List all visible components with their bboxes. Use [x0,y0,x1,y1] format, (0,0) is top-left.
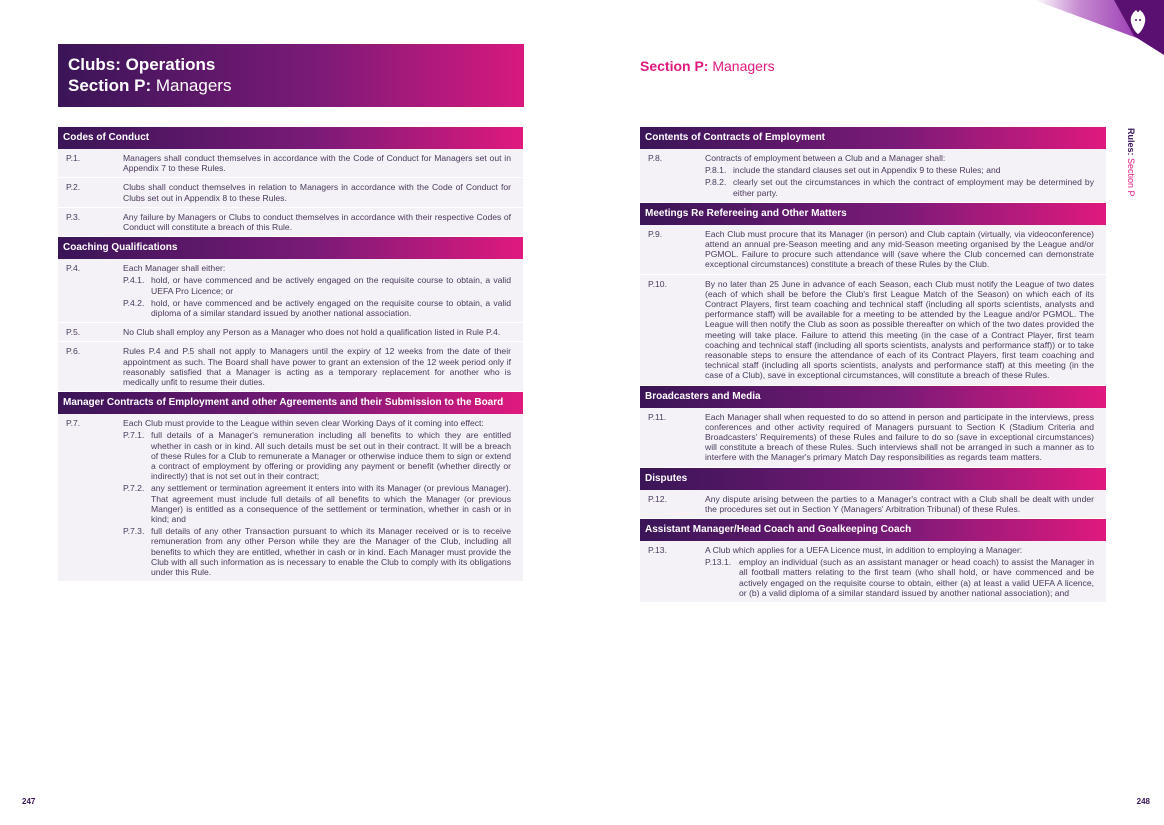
subrule-row [123,483,511,524]
section-meetings [640,203,1106,386]
rule-number: P.1. [66,153,81,163]
subrule-row [705,177,1094,197]
page-title-block [58,44,524,107]
section-heading: Contents of Contracts of Employment [640,127,1106,149]
rule-row [640,275,1106,386]
rule-number: P.13. [648,545,667,556]
rule-row [58,178,523,207]
subrule-row [123,275,511,295]
subrule-text: hold, or have commenced and be actively engaged on the requisite course to obtain, a valid diploma of a similar standard issued by another national association. [151,297,511,319]
rule-text: By no later than 25 June in advance of each Season, each Club must notify the League of two dates (each of which shall be before the Club's first League Match of the Season) on which each of its Contract Players, first team coaching and technical staff (including all sports scientists, analysts and performance staff) will be available for a meeting to be attended by the League and/or PGMOL. The League will then notify the Club as soon as possible thereafter on which of the two dates provided the meeting will take place. Failure to attend this meeting (in the case of a Contract Player, first team coaching and technical staff (including all sports scientists, analysts and performance staff)) or to take reasonable steps to ensure the attendance of each of its Contract Players, first team coaching and technical staff (including all sports scientists, analysts and performance staff) at this meeting (in the case of a Club), save in exceptional circumstances, will constitute a breach of these Rules. [705,278,1094,381]
right-section-label: Section P: [640,58,709,74]
subrule-text: full details of a Manager's remuneration including all benefits to which they are entitled whether in cash or in kind. All such details must be set out in their contract. It will be a breach of these Rules for a Club to remunerate a Manager or otherwise induce them to sign or extend a contract of employment by offering or providing any payment or benefit (whether directly or indirectly) that is not set out in their contract; [151,430,511,482]
subrule-text: include the standard clauses set out in Appendix 9 to these Rules; and [733,165,1001,176]
rule-text: Managers shall conduct themselves in accordance with the Code of Conduct for Managers set out in Appendix 7 to these Rules. [123,153,511,174]
subrule-number: P.8.2. [705,177,727,188]
subrule-number: P.4.1. [123,275,145,286]
subrule-number: P.7.3. [123,526,145,537]
rule-number: P.12. [648,493,667,504]
subrule-row [705,557,1094,598]
subrule-row [123,430,511,481]
page-number-right: 248 [1136,797,1150,806]
subrule-number: P.8.1. [705,165,727,176]
rule-text: Each Manager shall either: [123,263,226,274]
section-heading: Meetings Re Refereeing and Other Matters [640,203,1106,225]
rule-number: P.9. [648,228,663,239]
rule-number: P.2. [66,182,81,193]
section-heading: Disputes [640,468,1106,490]
lion-logo-icon [1127,10,1149,36]
rule-row [640,225,1106,275]
rule-number: P.10. [648,278,667,289]
section-heading: Assistant Manager/Head Coach and Goalkeeping Coach [640,519,1106,541]
rule-body [123,263,511,318]
section-broadcasters [640,386,1106,468]
rule-number: P.4. [66,263,81,274]
rule-text: No Club shall employ any Person as a Manager who does not hold a qualification listed in Rule P.4. [123,327,501,338]
page-title: Clubs: Operations [68,55,216,74]
rule-row [640,541,1106,603]
rule-row [640,408,1106,468]
section-name: Managers [155,76,232,95]
subrule-row [705,165,1094,175]
section-heading: Manager Contracts of Employment and other Agreements and their Submission to the Board [58,392,523,414]
rule-text: Rules P.4 and P.5 shall not apply to Managers until the expiry of 12 weeks from the date of their appointment as such. The Board shall have power to grant an extension of the 12 week period only if reasonably satisfied that a Manager is acting as a temporary replacement for another who is medically unfit to resume their duties. [123,346,511,388]
rule-row [58,208,523,237]
rule-text: Contracts of employment between a Club and a Manager shall: [705,153,946,163]
subrule-row [123,298,511,318]
right-section-name: Managers [712,58,775,74]
subrule-number: P.7.2. [123,483,145,494]
section-contents-of-contracts [640,127,1106,203]
rule-body [123,418,511,577]
section-coaching-qualifications [58,237,523,392]
left-column [58,127,523,582]
section-disputes [640,468,1106,519]
rule-text: Each Club must provide to the League within seven clear Working Days of it coming into effect: [123,418,484,429]
right-page-title [640,58,775,74]
rule-text: Each Club must procure that its Manager (in person) and Club captain (virtually, via videoconference) attend an annual pre-Season meeting and any mid-Season meeting organised by the League and/or PGMOL. Failure to procure such attendance will (save where the Club concerned can demonstrate exceptional circumstances) constitute a breach of these Rules by the Club. [705,228,1094,270]
side-tab-bold: Rules: [1126,128,1136,156]
subrule-number: P.4.2. [123,297,145,308]
section-title [68,75,514,97]
section-heading: Broadcasters and Media [640,386,1106,408]
rule-text: A Club which applies for a UEFA Licence must, in addition to employing a Manager: [705,545,1023,556]
rule-number: P.11. [648,411,667,422]
rule-row [640,490,1106,519]
rule-number: P.6. [66,346,81,357]
subrule-text: clearly set out the circumstances in which the contract of employment may be determined by either party. [733,177,1094,198]
side-section-tab [1124,128,1138,218]
rule-number: P.5. [66,327,81,338]
side-tab-label [1126,128,1136,197]
rule-row [58,323,523,342]
right-column [640,127,1106,603]
rule-body [705,545,1094,598]
rule-row [58,149,523,178]
side-tab-text: Section P [1126,158,1136,197]
subrule-number: P.7.1. [123,430,145,441]
section-label: Section P: [68,76,152,95]
rule-body [705,153,1094,198]
section-manager-contracts [58,392,523,582]
subrule-text: hold, or have commenced and be actively engaged on the requisite course to obtain, a valid UEFA Pro Licence; or [151,275,511,296]
section-assistant-manager [640,519,1106,603]
subrule-number: P.13.1. [705,557,732,568]
rule-number: P.8. [648,153,663,163]
section-heading: Codes of Conduct [58,127,523,149]
subrule-row [123,526,511,577]
subrule-text: full details of any other Transaction pursuant to which its Manager received or is to receive remuneration from any other Person while they are the Manager of the Club, including all benefits to which they are entitled, whether in cash or in kind. Each Manager must provide the Club with all such information as is necessary to enable the Club to comply with its obligations under this Rule. [151,526,511,578]
rule-text: Any failure by Managers or Clubs to conduct themselves in accordance with their respective Codes of Conduct will constitute a breach of this Rule. [123,211,511,233]
rule-row [58,342,523,392]
page-number-left: 247 [22,797,36,806]
rule-row [58,259,523,323]
section-heading: Coaching Qualifications [58,237,523,259]
subrule-text: any settlement or termination agreement it enters into with its Manager (or previous Manager). That agreement must include full details of all benefits to which the Manager (or previous Manger) is entitled as a consequence of the settlement or termination, whether in cash or in kind; and [151,483,511,525]
rule-text: Any dispute arising between the parties to a Manager's contract with a Club shall be dealt with under the procedures set out in Section Y (Managers' Arbitration Tribunal) of these Rules. [705,493,1094,514]
rule-text: Each Manager shall when requested to do so attend in person and participate in the interviews, press conferences and other activity required of Managers pursuant to Section K (Stadium Criteria and Broadcasters' Requirements) of these Rules and failure to do so (save in exceptional circumstances) will constitute a breach of these Rules. Such interviews shall not be arranged in such a manner as to interfere with the Manager's primary Match Day responsibilities as regards team matters. [705,411,1094,463]
section-codes-of-conduct [58,127,523,237]
subrule-text: employ an individual (such as an assistant manager or head coach) to assist the Manager in all football matters relating to the first team (who shall hold, or have commenced and be actively engaged on the requisite course to obtain, either (a) at least a valid UEFA A licence, or (b) a valid diploma of a similar standard issued by another national association); and [739,557,1094,598]
rule-text: Clubs shall conduct themselves in relation to Managers in accordance with the Code of Conduct for Clubs set out in Appendix 8 to these Rules. [123,182,511,203]
rule-number: P.7. [66,418,81,429]
rule-row [640,149,1106,203]
rule-row [58,414,523,582]
rule-number: P.3. [66,211,81,222]
